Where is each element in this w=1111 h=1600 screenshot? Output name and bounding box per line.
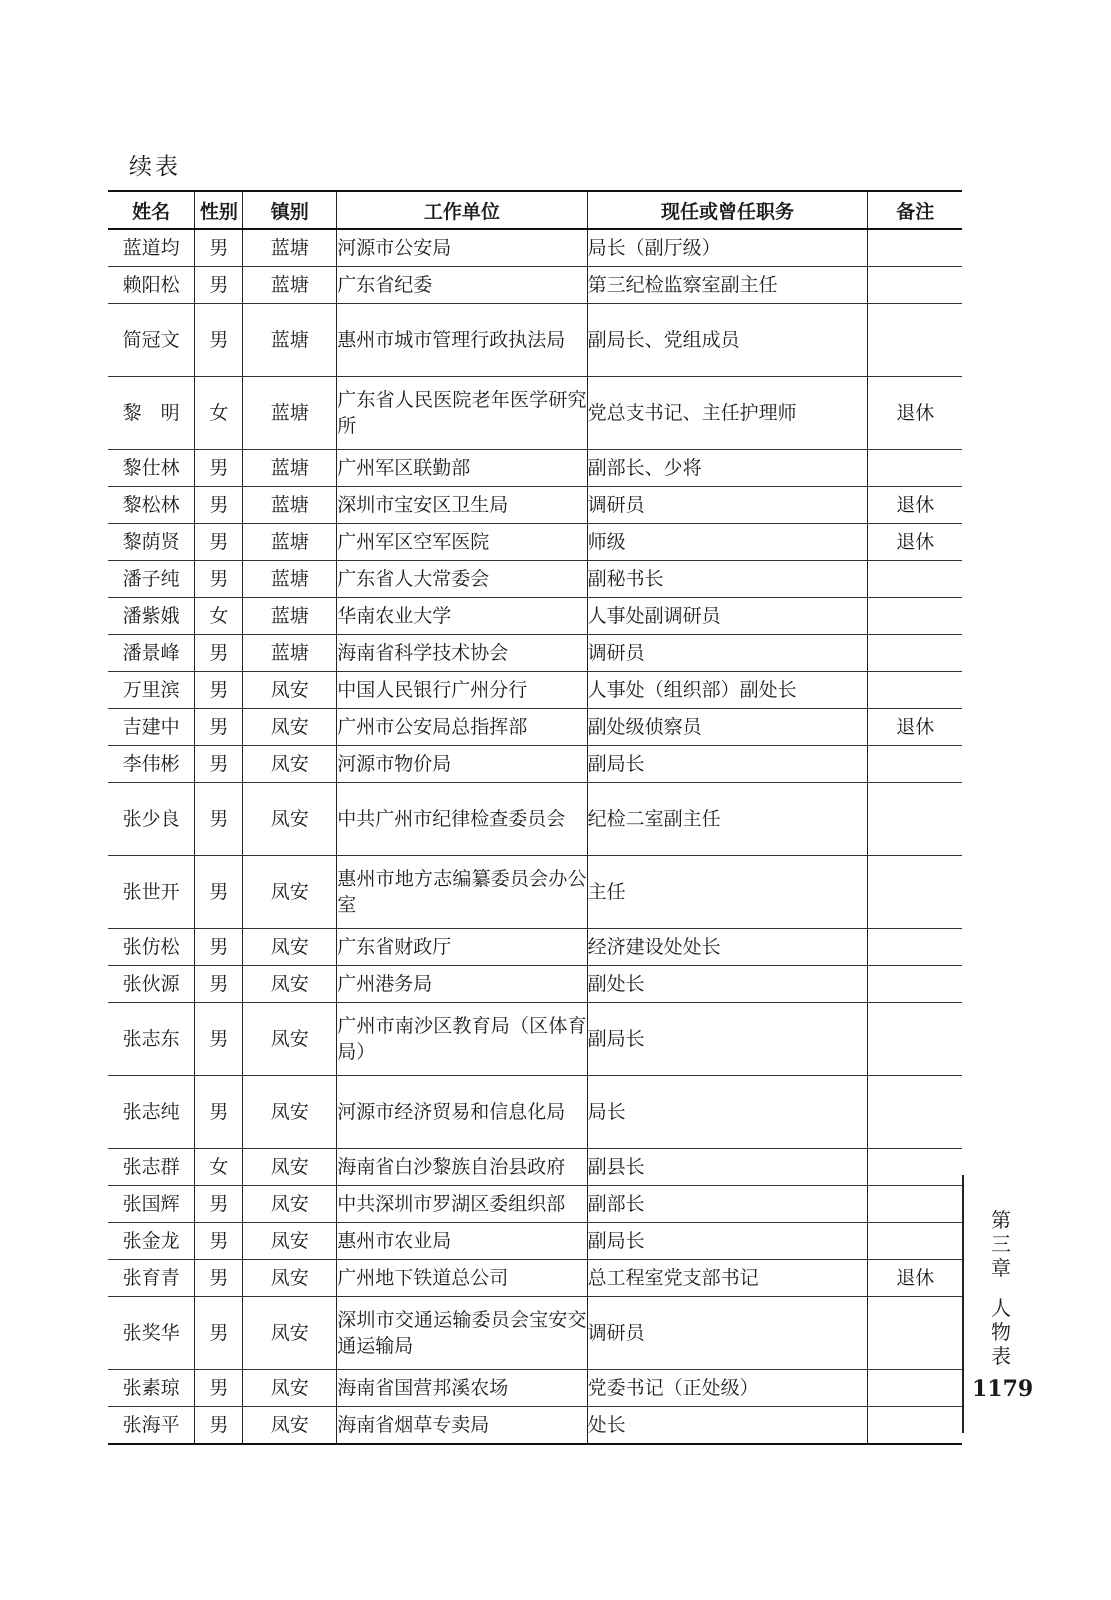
cell-gender: 男 bbox=[195, 524, 243, 561]
cell-town: 凤安 bbox=[243, 709, 337, 746]
cell-gender: 男 bbox=[195, 229, 243, 267]
header-name: 姓名 bbox=[108, 191, 195, 229]
table-row bbox=[108, 1186, 962, 1223]
cell-name: 张仿松 bbox=[108, 929, 195, 966]
cell-town: 蓝塘 bbox=[243, 450, 337, 487]
cell-name: 潘子纯 bbox=[108, 561, 195, 598]
cell-name: 黎仕林 bbox=[108, 450, 195, 487]
cell-gender: 男 bbox=[195, 487, 243, 524]
cell-position: 人事处（组织部）副处长 bbox=[587, 672, 868, 709]
margin-rule bbox=[962, 1175, 964, 1433]
header-gender: 性别 bbox=[195, 191, 243, 229]
cell-position: 调研员 bbox=[587, 635, 868, 672]
cell-town: 蓝塘 bbox=[243, 561, 337, 598]
cell-town: 凤安 bbox=[243, 1003, 337, 1076]
cell-town: 凤安 bbox=[243, 1260, 337, 1297]
cell-position: 副局长 bbox=[587, 746, 868, 783]
cell-position: 第三纪检监察室副主任 bbox=[587, 267, 868, 304]
table-row bbox=[108, 966, 962, 1003]
cell-position: 局长 bbox=[587, 1076, 868, 1149]
cell-name: 张国辉 bbox=[108, 1186, 195, 1223]
cell-town: 凤安 bbox=[243, 1223, 337, 1260]
cell-gender: 男 bbox=[195, 929, 243, 966]
cell-position: 副局长 bbox=[587, 1223, 868, 1260]
cell-work-unit: 广州军区联勤部 bbox=[337, 450, 587, 487]
cell-work-unit: 中国人民银行广州分行 bbox=[337, 672, 587, 709]
cell-town: 凤安 bbox=[243, 1149, 337, 1186]
cell-name: 简冠文 bbox=[108, 304, 195, 377]
cell-town: 蓝塘 bbox=[243, 304, 337, 377]
cell-gender: 男 bbox=[195, 746, 243, 783]
cell-work-unit: 广州市公安局总指挥部 bbox=[337, 709, 587, 746]
cell-work-unit: 河源市公安局 bbox=[337, 229, 587, 267]
cell-position: 副县长 bbox=[587, 1149, 868, 1186]
cell-gender: 男 bbox=[195, 304, 243, 377]
cell-name: 黎 明 bbox=[108, 377, 195, 450]
cell-work-unit: 河源市物价局 bbox=[337, 746, 587, 783]
cell-town: 凤安 bbox=[243, 1370, 337, 1407]
cell-gender: 男 bbox=[195, 1370, 243, 1407]
cell-town: 凤安 bbox=[243, 672, 337, 709]
header-work-unit: 工作单位 bbox=[337, 191, 587, 229]
cell-position: 纪检二室副主任 bbox=[587, 783, 868, 856]
cell-work-unit: 惠州市农业局 bbox=[337, 1223, 587, 1260]
table-row bbox=[108, 672, 962, 709]
cell-note bbox=[868, 598, 962, 635]
cell-position: 副秘书长 bbox=[587, 561, 868, 598]
table-row bbox=[108, 561, 962, 598]
cell-note bbox=[868, 635, 962, 672]
cell-gender: 男 bbox=[195, 1407, 243, 1445]
table-row bbox=[108, 487, 962, 524]
cell-work-unit: 深圳市宝安区卫生局 bbox=[337, 487, 587, 524]
cell-note bbox=[868, 561, 962, 598]
cell-town: 凤安 bbox=[243, 746, 337, 783]
cell-name: 张少良 bbox=[108, 783, 195, 856]
cell-position: 局长（副厅级） bbox=[587, 229, 868, 267]
cell-gender: 男 bbox=[195, 783, 243, 856]
cell-position: 副部长 bbox=[587, 1186, 868, 1223]
cell-gender: 男 bbox=[195, 1223, 243, 1260]
table-row bbox=[108, 746, 962, 783]
cell-position: 调研员 bbox=[587, 1297, 868, 1370]
cell-note bbox=[868, 1297, 962, 1370]
cell-note: 退休 bbox=[868, 1260, 962, 1297]
table-row bbox=[108, 377, 962, 450]
header-town: 镇别 bbox=[243, 191, 337, 229]
cell-note bbox=[868, 783, 962, 856]
cell-name: 蓝道均 bbox=[108, 229, 195, 267]
cell-work-unit: 广东省人民医院老年医学研究所 bbox=[337, 377, 587, 450]
cell-name: 张世开 bbox=[108, 856, 195, 929]
cell-position: 主任 bbox=[587, 856, 868, 929]
cell-name: 张志群 bbox=[108, 1149, 195, 1186]
cell-position: 党委书记（正处级） bbox=[587, 1370, 868, 1407]
cell-note: 退休 bbox=[868, 487, 962, 524]
cell-gender: 女 bbox=[195, 598, 243, 635]
cell-position: 人事处副调研员 bbox=[587, 598, 868, 635]
table-row bbox=[108, 856, 962, 929]
cell-note bbox=[868, 304, 962, 377]
table-row bbox=[108, 524, 962, 561]
cell-town: 蓝塘 bbox=[243, 487, 337, 524]
cell-note bbox=[868, 1003, 962, 1076]
personnel-table bbox=[108, 190, 962, 1445]
cell-name: 张素琼 bbox=[108, 1370, 195, 1407]
cell-gender: 女 bbox=[195, 377, 243, 450]
cell-note bbox=[868, 1223, 962, 1260]
cell-work-unit: 海南省烟草专卖局 bbox=[337, 1407, 587, 1445]
table-row bbox=[108, 229, 962, 267]
table-row bbox=[108, 929, 962, 966]
cell-work-unit: 广州地下铁道总公司 bbox=[337, 1260, 587, 1297]
cell-gender: 男 bbox=[195, 1260, 243, 1297]
cell-position: 副处长 bbox=[587, 966, 868, 1003]
cell-gender: 女 bbox=[195, 1149, 243, 1186]
cell-gender: 男 bbox=[195, 1297, 243, 1370]
cell-gender: 男 bbox=[195, 635, 243, 672]
cell-position: 经济建设处处长 bbox=[587, 929, 868, 966]
cell-gender: 男 bbox=[195, 450, 243, 487]
cell-name: 张育青 bbox=[108, 1260, 195, 1297]
cell-name: 黎荫贤 bbox=[108, 524, 195, 561]
section-label: 人物表 bbox=[991, 1296, 1011, 1368]
cell-note bbox=[868, 856, 962, 929]
cell-gender: 男 bbox=[195, 1076, 243, 1149]
cell-work-unit: 广东省纪委 bbox=[337, 267, 587, 304]
cell-note: 退休 bbox=[868, 709, 962, 746]
cell-note bbox=[868, 1407, 962, 1445]
table-header-row bbox=[108, 191, 962, 229]
cell-position: 调研员 bbox=[587, 487, 868, 524]
cell-gender: 男 bbox=[195, 1186, 243, 1223]
cell-note bbox=[868, 966, 962, 1003]
cell-note bbox=[868, 1076, 962, 1149]
cell-position: 党总支书记、主任护理师 bbox=[587, 377, 868, 450]
table-row bbox=[108, 267, 962, 304]
table-row bbox=[108, 1370, 962, 1407]
cell-town: 凤安 bbox=[243, 1186, 337, 1223]
cell-note: 退休 bbox=[868, 524, 962, 561]
cell-gender: 男 bbox=[195, 561, 243, 598]
cell-work-unit: 华南农业大学 bbox=[337, 598, 587, 635]
cell-name: 张奖华 bbox=[108, 1297, 195, 1370]
cell-work-unit: 广东省财政厅 bbox=[337, 929, 587, 966]
table-row bbox=[108, 709, 962, 746]
table-row bbox=[108, 1076, 962, 1149]
cell-town: 凤安 bbox=[243, 1076, 337, 1149]
cell-name: 黎松林 bbox=[108, 487, 195, 524]
table-row bbox=[108, 1149, 962, 1186]
cell-note bbox=[868, 1186, 962, 1223]
cell-town: 凤安 bbox=[243, 1297, 337, 1370]
cell-town: 凤安 bbox=[243, 966, 337, 1003]
cell-town: 蓝塘 bbox=[243, 229, 337, 267]
cell-work-unit: 海南省白沙黎族自治县政府 bbox=[337, 1149, 587, 1186]
cell-position: 副处级侦察员 bbox=[587, 709, 868, 746]
table-row bbox=[108, 1260, 962, 1297]
chapter-label: 第三章 bbox=[991, 1208, 1011, 1280]
cell-work-unit: 海南省国营邦溪农场 bbox=[337, 1370, 587, 1407]
cell-position: 副部长、少将 bbox=[587, 450, 868, 487]
table-row bbox=[108, 598, 962, 635]
cell-work-unit: 广东省人大常委会 bbox=[337, 561, 587, 598]
table-caption: 续表 bbox=[129, 154, 181, 180]
cell-town: 蓝塘 bbox=[243, 598, 337, 635]
cell-note bbox=[868, 929, 962, 966]
cell-note bbox=[868, 672, 962, 709]
cell-note bbox=[868, 1149, 962, 1186]
cell-name: 潘景峰 bbox=[108, 635, 195, 672]
cell-gender: 男 bbox=[195, 672, 243, 709]
cell-position: 处长 bbox=[587, 1407, 868, 1445]
cell-gender: 男 bbox=[195, 856, 243, 929]
cell-name: 张海平 bbox=[108, 1407, 195, 1445]
cell-name: 张志东 bbox=[108, 1003, 195, 1076]
header-note: 备注 bbox=[868, 191, 962, 229]
cell-name: 张金龙 bbox=[108, 1223, 195, 1260]
header-position: 现任或曾任职务 bbox=[587, 191, 868, 229]
cell-name: 吉建中 bbox=[108, 709, 195, 746]
cell-gender: 男 bbox=[195, 267, 243, 304]
cell-note bbox=[868, 229, 962, 267]
cell-name: 赖阳松 bbox=[108, 267, 195, 304]
cell-work-unit: 惠州市地方志编纂委员会办公室 bbox=[337, 856, 587, 929]
cell-gender: 男 bbox=[195, 709, 243, 746]
cell-work-unit: 深圳市交通运输委员会宝安交通运输局 bbox=[337, 1297, 587, 1370]
cell-work-unit: 中共广州市纪律检查委员会 bbox=[337, 783, 587, 856]
page-number: 1179 bbox=[972, 1376, 1034, 1402]
cell-position: 师级 bbox=[587, 524, 868, 561]
table-row bbox=[108, 635, 962, 672]
cell-town: 蓝塘 bbox=[243, 267, 337, 304]
cell-name: 万里滨 bbox=[108, 672, 195, 709]
cell-town: 凤安 bbox=[243, 856, 337, 929]
cell-town: 蓝塘 bbox=[243, 524, 337, 561]
cell-name: 张伙源 bbox=[108, 966, 195, 1003]
cell-name: 李伟彬 bbox=[108, 746, 195, 783]
cell-work-unit: 广州港务局 bbox=[337, 966, 587, 1003]
cell-note bbox=[868, 1370, 962, 1407]
cell-town: 蓝塘 bbox=[243, 377, 337, 450]
table-row bbox=[108, 1297, 962, 1370]
cell-town: 蓝塘 bbox=[243, 635, 337, 672]
cell-town: 凤安 bbox=[243, 1407, 337, 1445]
cell-work-unit: 惠州市城市管理行政执法局 bbox=[337, 304, 587, 377]
cell-note: 退休 bbox=[868, 377, 962, 450]
cell-name: 张志纯 bbox=[108, 1076, 195, 1149]
cell-position: 总工程室党支部书记 bbox=[587, 1260, 868, 1297]
table-row bbox=[108, 450, 962, 487]
cell-note bbox=[868, 267, 962, 304]
table-row bbox=[108, 783, 962, 856]
cell-gender: 男 bbox=[195, 966, 243, 1003]
cell-gender: 男 bbox=[195, 1003, 243, 1076]
table-row bbox=[108, 1407, 962, 1445]
cell-position: 副局长、党组成员 bbox=[587, 304, 868, 377]
table-row bbox=[108, 1003, 962, 1076]
cell-name: 潘紫娥 bbox=[108, 598, 195, 635]
cell-position: 副局长 bbox=[587, 1003, 868, 1076]
cell-work-unit: 广州市南沙区教育局（区体育局） bbox=[337, 1003, 587, 1076]
chapter-sidebar bbox=[986, 1208, 1016, 1368]
cell-work-unit: 河源市经济贸易和信息化局 bbox=[337, 1076, 587, 1149]
cell-town: 凤安 bbox=[243, 783, 337, 856]
cell-work-unit: 广州军区空军医院 bbox=[337, 524, 587, 561]
cell-town: 凤安 bbox=[243, 929, 337, 966]
cell-work-unit: 海南省科学技术协会 bbox=[337, 635, 587, 672]
cell-work-unit: 中共深圳市罗湖区委组织部 bbox=[337, 1186, 587, 1223]
cell-note bbox=[868, 746, 962, 783]
table-row bbox=[108, 1223, 962, 1260]
table-row bbox=[108, 304, 962, 377]
cell-note bbox=[868, 450, 962, 487]
